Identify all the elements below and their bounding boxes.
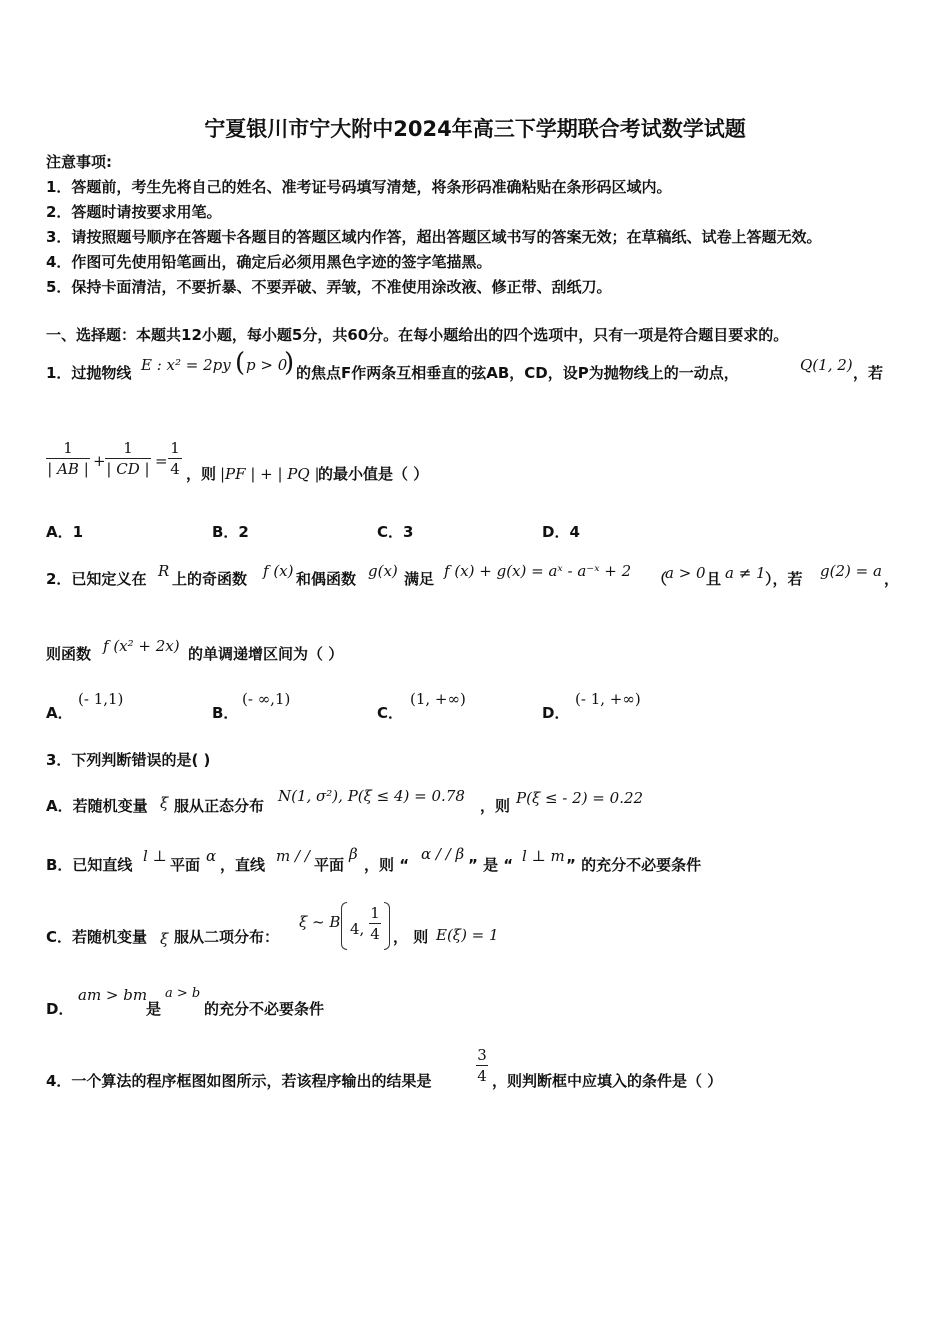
q1-point: Q(1, 2): [800, 356, 853, 374]
fraction-bar: [369, 923, 381, 924]
q3-option-b-prefix[interactable]: B．已知直线: [46, 856, 133, 874]
q2-option-b-label[interactable]: B．: [212, 704, 239, 722]
q3-b-beta: β: [349, 845, 358, 863]
q1-option-c[interactable]: C．3: [377, 523, 414, 541]
q1-suffix: ，若: [853, 364, 884, 382]
q3-b-cond1: α / / β: [421, 845, 465, 863]
q3-c-xi: ξ: [160, 930, 169, 948]
q1-frac3-num: 1: [170, 439, 180, 457]
q1-fraction-quarter: [168, 439, 182, 478]
q2-text3: 满足: [404, 570, 435, 588]
q3-a-xi: ξ: [160, 794, 169, 812]
q3-c-mid: 服从二项分布：: [174, 928, 280, 946]
q3-a-math: N(1, σ²), P(ξ ≤ 4) = 0.78: [278, 787, 465, 805]
q3-b-plane2: 平面: [314, 856, 345, 874]
q3-b-m: m / /: [276, 847, 310, 865]
q1-paren-open: (: [235, 348, 246, 378]
q3-option-a-prefix[interactable]: A．若随机变量: [46, 797, 148, 815]
q3-d-tail: 的充分不必要条件: [204, 1000, 325, 1018]
q1-frac3-den: 4: [170, 460, 180, 478]
q1-plus: +: [93, 452, 106, 470]
q3-option-d-prefix[interactable]: D．: [46, 1000, 74, 1018]
section-heading: 一、选择题：本题共12小题，每小题5分，共60分。在每小题给出的四个选项中，只有一项是符合题目要求的。: [46, 326, 789, 344]
fraction-bar: [105, 458, 151, 459]
q4-frac-num: 3: [477, 1046, 487, 1064]
q3-stem: 3．下列判断错误的是( ): [46, 751, 211, 769]
q2-line2-tail: 的单调递增区间为（ ）: [188, 645, 344, 663]
fraction-bar: [476, 1065, 488, 1066]
q3-b-is: ” 是 “: [468, 856, 514, 874]
q2-option-c-label[interactable]: C．: [377, 704, 404, 722]
q3-d-math2: a > b: [165, 986, 201, 1001]
q2-composite: f (x² + 2x): [103, 637, 180, 655]
notice-item-5: 5．保持卡面清洁，不要折暴、不要弄破、弄皱，不准使用涂改液、修正带、刮纸刀。: [46, 278, 612, 296]
q4-frac-den: 4: [477, 1067, 487, 1085]
q2-option-b-value: (- ∞,1): [242, 690, 291, 708]
q2-prefix: 2．已知定义在: [46, 570, 147, 588]
q3-b-then: ，则 “: [364, 856, 410, 874]
q3-c-dist: ξ ~ B: [299, 913, 341, 931]
q3-c-paren-close: [384, 902, 390, 950]
q3-c-frac-den: 4: [370, 925, 380, 943]
q2-text7: ，: [884, 570, 900, 588]
q3-b-comma: ，直线: [220, 856, 266, 874]
q2-option-c-value: (1, +∞): [410, 690, 466, 708]
q1-paren-close: ): [284, 348, 295, 378]
q3-b-cond2: l ⊥ m: [522, 847, 565, 865]
q3-b-alpha: α: [206, 847, 217, 865]
q2-text4: （: [652, 570, 668, 588]
q1-option-a[interactable]: A．1: [46, 523, 84, 541]
q1-option-b[interactable]: B．2: [212, 523, 249, 541]
q1-equals: =: [155, 452, 168, 470]
q1-option-d[interactable]: D．4: [542, 523, 580, 541]
q3-c-frac-num: 1: [370, 904, 380, 922]
q2-condition1: a > 0: [665, 564, 706, 582]
q2-line2-prefix: 则函数: [46, 645, 92, 663]
notice-item-1: 1．答题前，考生先将自己的姓名、准考证号码填写清楚，将条形码准确粘贴在条形码区域内。: [46, 178, 672, 196]
q3-c-paren-open: [341, 902, 347, 950]
notice-item-4: 4．作图可先使用铅笔画出，确定后必须用黑色字迹的签字笔描黑。: [46, 253, 492, 271]
q3-b-plane1: 平面: [170, 856, 201, 874]
notice-heading: 注意事项:: [46, 153, 112, 171]
q2-g2: g(2) = a: [820, 562, 882, 580]
q2-condition2: a ≠ 1: [725, 564, 766, 582]
q2-R: R: [158, 562, 170, 580]
q3-a-then: ，则: [480, 797, 511, 815]
q3-c-expectation: E(ξ) = 1: [436, 926, 499, 944]
q3-b-tail: ” 的充分不必要条件: [566, 856, 702, 874]
q2-gx: g(x): [368, 562, 398, 580]
q1-then: ，则: [186, 465, 217, 483]
q1-frac2-den: | CD |: [106, 460, 150, 478]
q1-prefix: 1．过抛物线: [46, 364, 132, 382]
page-title: 宁夏银川市宁大附中2024年高三下学期联合考试数学试题: [204, 117, 746, 141]
q4-tail: ，则判断框中应填入的条件是（ ）: [492, 1072, 723, 1090]
q2-option-a-label[interactable]: A．: [46, 704, 73, 722]
fraction-bar: [46, 458, 90, 459]
q1-frac1-den: | AB |: [47, 460, 89, 478]
q2-option-d-value: (- 1, +∞): [575, 690, 641, 708]
q1-frac2-num: 1: [123, 439, 133, 457]
notice-item-2: 2．答题时请按要求用笔。: [46, 203, 222, 221]
q1-frac1-num: 1: [63, 439, 73, 457]
q3-c-fraction: [369, 904, 381, 943]
q3-d-is: 是: [146, 1000, 162, 1018]
q3-d-math1: am > bm: [78, 986, 148, 1004]
q2-option-d-label[interactable]: D．: [542, 704, 570, 722]
q1-tail: 的最小值是（ ）: [318, 465, 429, 483]
q3-c-four: 4,: [350, 920, 365, 938]
q1-expression: |PF | + | PQ |: [220, 465, 320, 483]
q2-text1: 上的奇函数: [172, 570, 248, 588]
notice-item-3: 3．请按照题号顺序在答题卡各题目的答题区域内作答，超出答题区域书写的答案无效；在草稿纸、试卷上答题无效。: [46, 228, 822, 246]
q3-a-math2: P(ξ ≤ - 2) = 0.22: [516, 789, 644, 807]
q1-condition: p > 0: [246, 356, 288, 374]
q2-text6: ），若: [765, 570, 803, 588]
q2-option-a-value: (- 1,1): [78, 690, 124, 708]
q2-fx: f (x): [263, 562, 294, 580]
q4-prefix: 4．一个算法的程序框图如图所示，若该程序输出的结果是: [46, 1072, 432, 1090]
q1-middle: 的焦点F作两条互相垂直的弦AB，CD，设P为抛物线上的一动点，: [296, 364, 739, 382]
q3-option-c-prefix[interactable]: C．若随机变量: [46, 928, 148, 946]
q3-a-mid: 服从正态分布: [174, 797, 265, 815]
fraction-bar: [168, 458, 182, 459]
q1-parabola: E : x² = 2py: [141, 356, 231, 374]
q4-fraction: [476, 1046, 488, 1085]
q2-equation: f (x) + g(x) = aˣ - a⁻ˣ + 2: [444, 562, 632, 580]
q1-fraction-ab: [46, 439, 90, 478]
q3-b-l: l ⊥: [143, 847, 167, 865]
q2-text5: 且: [706, 570, 722, 588]
q2-text2: 和偶函数: [296, 570, 357, 588]
q3-c-then: ， 则: [393, 928, 429, 946]
q1-fraction-cd: [105, 439, 151, 478]
